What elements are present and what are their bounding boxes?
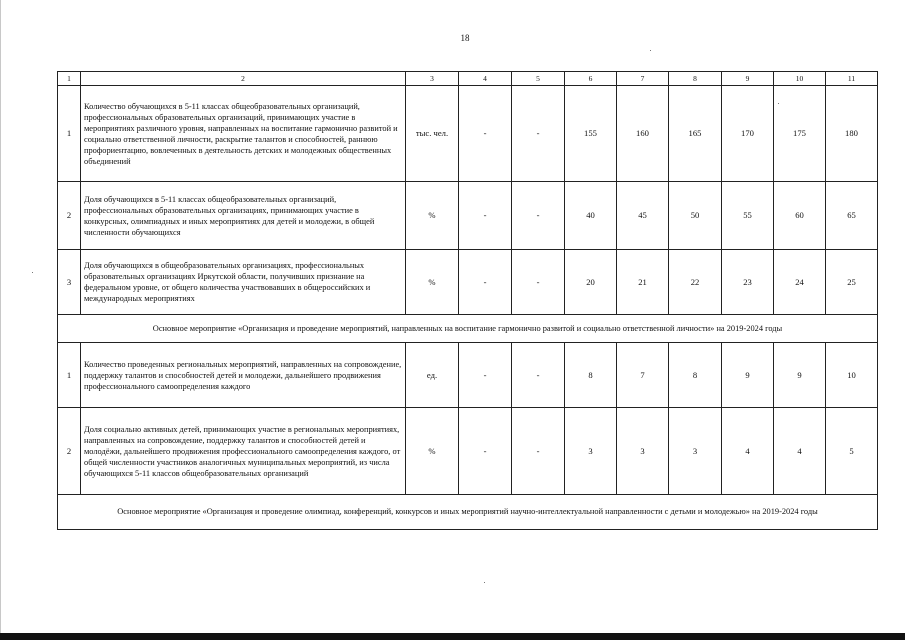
value-cell: - — [512, 343, 565, 408]
value-cell: - — [459, 408, 512, 495]
value-cell: 165 — [669, 86, 722, 182]
header-cell: 6 — [565, 72, 617, 86]
row-index: 2 — [58, 408, 81, 495]
indicator-description: Доля социально активных детей, принимающих участие в региональных мероприятиях, направленных на сопровождение, поддержку талантов и способностей детей и молодёжи, дальнейшего продвижения профессионального самоопределения каждого, от общей численности участников аналогичных муниципальных мероприятий, из числа обучающихся 5-11 классов общеобразовательных организаций — [81, 408, 406, 495]
table-row — [58, 86, 878, 182]
value-cell: 55 — [722, 182, 774, 250]
indicators-table — [57, 71, 878, 530]
value-cell: - — [512, 408, 565, 495]
value-cell: 21 — [617, 250, 669, 315]
value-cell: 9 — [774, 343, 826, 408]
indicator-description: Количество проведенных региональных мероприятий, направленных на сопровождение, поддержку талантов и способностей детей и молодежи, дальнейшего продвижения профессионального самоопределения каждого — [81, 343, 406, 408]
header-cell: 10 — [774, 72, 826, 86]
table-row — [58, 343, 878, 408]
unit-cell: % — [406, 182, 459, 250]
value-cell: 40 — [565, 182, 617, 250]
value-cell: 3 — [565, 408, 617, 495]
header-cell: 3 — [406, 72, 459, 86]
section-row — [58, 315, 878, 343]
scan-speck — [650, 50, 651, 51]
table-body — [58, 72, 878, 530]
value-cell: 45 — [617, 182, 669, 250]
value-cell: 25 — [826, 250, 878, 315]
value-cell: 23 — [722, 250, 774, 315]
value-cell: - — [459, 250, 512, 315]
table-row — [58, 182, 878, 250]
page-bottom-edge — [0, 633, 905, 640]
value-cell: - — [512, 86, 565, 182]
value-cell: 5 — [826, 408, 878, 495]
value-cell: - — [459, 343, 512, 408]
header-cell: 1 — [58, 72, 81, 86]
header-cell: 4 — [459, 72, 512, 86]
header-cell: 8 — [669, 72, 722, 86]
value-cell: 50 — [669, 182, 722, 250]
value-cell: 3 — [617, 408, 669, 495]
scan-speck — [484, 582, 485, 583]
value-cell: 160 — [617, 86, 669, 182]
value-cell: 9 — [722, 343, 774, 408]
section-row — [58, 495, 878, 530]
header-cell: 2 — [81, 72, 406, 86]
value-cell: 3 — [669, 408, 722, 495]
value-cell: - — [512, 250, 565, 315]
table-header-row — [58, 72, 878, 86]
value-cell: 24 — [774, 250, 826, 315]
value-cell: 22 — [669, 250, 722, 315]
section-title: Основное мероприятие «Организация и проведение олимпиад, конференций, конкурсов и иных мероприятий научно-интеллектуальной направленности с детьми и молодежью» на 2019-2024 годы — [58, 495, 878, 530]
unit-cell: % — [406, 250, 459, 315]
value-cell: 10 — [826, 343, 878, 408]
unit-cell: % — [406, 408, 459, 495]
indicator-description: Доля обучающихся в 5-11 классах общеобразовательных организаций, профессиональных образовательных организациях, принимающих участие в конкурсных, олимпиадных и иных мероприятиях для детей и молодежи, в общей численности обучающихся — [81, 182, 406, 250]
unit-cell: ед. — [406, 343, 459, 408]
value-cell: 180 — [826, 86, 878, 182]
value-cell: 4 — [774, 408, 826, 495]
scan-speck — [32, 272, 33, 273]
header-cell: 7 — [617, 72, 669, 86]
page-left-edge — [0, 0, 1, 640]
value-cell: - — [459, 86, 512, 182]
value-cell: - — [512, 182, 565, 250]
section-title: Основное мероприятие «Организация и проведение мероприятий, направленных на воспитание гармонично развитой и социально ответственной личности» на 2019-2024 годы — [58, 315, 878, 343]
row-index: 1 — [58, 86, 81, 182]
row-index: 3 — [58, 250, 81, 315]
value-cell: 4 — [722, 408, 774, 495]
table-row — [58, 408, 878, 495]
value-cell: 65 — [826, 182, 878, 250]
value-cell: 8 — [565, 343, 617, 408]
table-row — [58, 250, 878, 315]
value-cell: 20 — [565, 250, 617, 315]
value-cell: 7 — [617, 343, 669, 408]
value-cell: - — [459, 182, 512, 250]
row-index: 2 — [58, 182, 81, 250]
row-index: 1 — [58, 343, 81, 408]
value-cell: 155 — [565, 86, 617, 182]
value-cell: 170 — [722, 86, 774, 182]
value-cell: 60 — [774, 182, 826, 250]
value-cell: 175 — [774, 86, 826, 182]
indicator-description: Количество обучающихся в 5-11 классах общеобразовательных организаций, профессиональных образовательных организаций, принимающих участие в мероприятиях различного уровня, направленных на воспитание гармонично развитой и социально ответственной личности, раскрытие талантов и способностей, раннюю профориентацию, вовлеченных в деятельность детских и молодежных общественных объединений — [81, 86, 406, 182]
header-cell: 9 — [722, 72, 774, 86]
header-cell: 11 — [826, 72, 878, 86]
scan-speck — [778, 103, 779, 104]
header-cell: 5 — [512, 72, 565, 86]
unit-cell: тыс. чел. — [406, 86, 459, 182]
indicator-description: Доля обучающихся в общеобразовательных организациях, профессиональных образовательных организациях Иркутской области, получивших признание на федеральном уровне, от общего количества участвовавших в общероссийских и международных мероприятиях — [81, 250, 406, 315]
value-cell: 8 — [669, 343, 722, 408]
page-number: 18 — [460, 33, 470, 43]
